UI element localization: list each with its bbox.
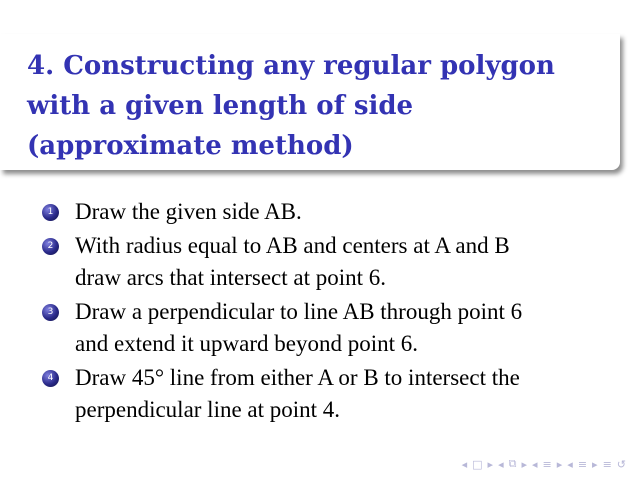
nav-frame-icon[interactable]: ⧉ (508, 457, 517, 470)
nav-next-frame-icon[interactable]: ▸ (521, 457, 527, 471)
title-line: 4. Constructing any regular polygon (27, 51, 555, 81)
title-line: (approximate method) (27, 131, 354, 161)
step-text: Draw a perpendicular to line AB through point 6 (75, 299, 523, 324)
nav-prev-frame-icon[interactable]: ◂ (498, 457, 504, 471)
nav-prev-section-icon[interactable]: ◂ (567, 457, 573, 471)
list-item (42, 196, 622, 228)
list-item (42, 362, 622, 426)
nav-next-section-icon[interactable]: ▸ (592, 457, 598, 471)
step-text: With radius equal to AB and centers at A and B (75, 233, 510, 258)
slide-title (27, 46, 617, 166)
step-text: Draw 45° line from either A or B to intersect the (75, 365, 520, 390)
title-line: with a given length of side (27, 91, 414, 121)
nav-section-icon[interactable]: ≡ (577, 457, 588, 471)
step-text: and extend it upward beyond point 6. (75, 331, 419, 356)
nav-prev-subsection-icon[interactable]: ◂ (532, 457, 538, 471)
nav-prev-slide-icon[interactable]: ◂ (461, 457, 468, 471)
beamer-navigation-bar (462, 457, 626, 471)
enumerate-ball-icon: 2 (42, 238, 59, 255)
nav-search-icon[interactable]: ↺ (616, 457, 626, 471)
nav-next-subsection-icon[interactable]: ▸ (556, 457, 563, 471)
enumerate-ball-icon: 1 (42, 204, 59, 221)
step-text: draw arcs that intersect at point 6. (75, 265, 387, 290)
nav-next-slide-icon[interactable]: ▸ (487, 457, 494, 471)
list-item (42, 296, 622, 360)
step-text: Draw the given side AB. (75, 199, 302, 224)
enumerate-ball-icon: 4 (42, 370, 59, 387)
step-text: perpendicular line at point 4. (75, 397, 341, 422)
enumerate-ball-icon: 3 (42, 304, 59, 321)
nav-align-icon[interactable]: ≡ (602, 457, 612, 471)
steps-list (42, 196, 622, 428)
nav-slide-icon[interactable]: □ (472, 457, 483, 471)
list-item (42, 230, 622, 294)
nav-subsection-icon[interactable]: ≡ (542, 457, 552, 471)
